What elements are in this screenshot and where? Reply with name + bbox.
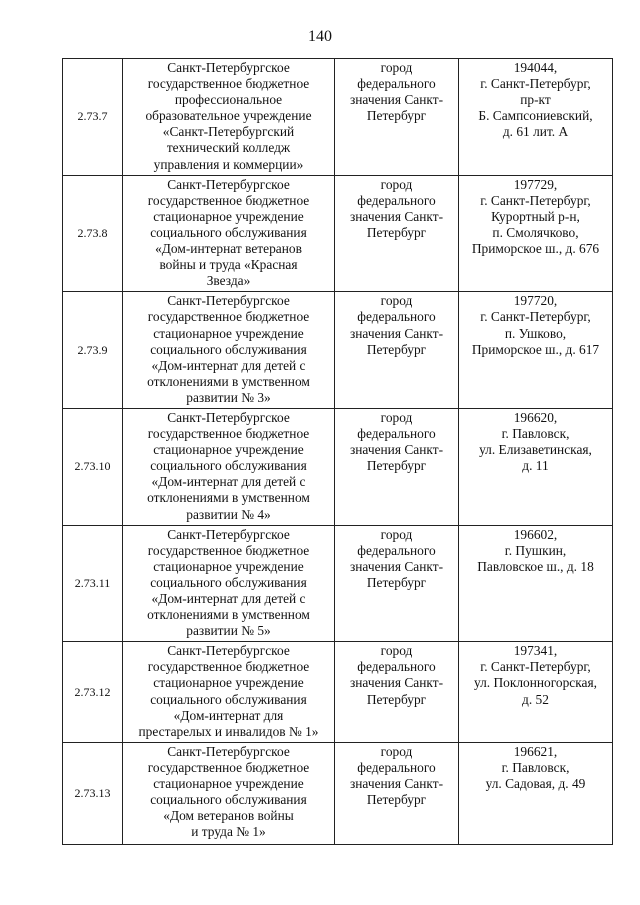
- institution-name: Санкт-Петербургское государственное бюджетное стационарное учреждение социального обслуживания «Дом-интернат для детей с отклонениями в умственном развитии № 3»: [147, 293, 310, 405]
- municipality: город федерального значения Санкт- Петербург: [349, 526, 444, 590]
- institution-name-cell: [123, 59, 335, 176]
- row-number: 2.73.12: [74, 684, 111, 699]
- institution-name-cell: [123, 642, 335, 743]
- row-number: 2.73.13: [74, 785, 111, 800]
- row-number: 2.73.10: [74, 459, 111, 474]
- page-number: 140: [308, 28, 332, 45]
- row-number: 2.73.8: [77, 225, 108, 240]
- table-row: [63, 742, 613, 844]
- institution-name: Санкт-Петербургское государственное бюджетное стационарное учреждение социального обслуживания «Дом-интернат для престарелых и инвалидов № 1»: [138, 643, 319, 739]
- address-cell: [459, 525, 613, 642]
- address: 194044, г. Санкт-Петербург, пр-кт Б. Сампсониевский, д. 61 лит. А: [478, 60, 593, 140]
- municipality-cell: [335, 408, 459, 525]
- municipality-cell: [335, 292, 459, 409]
- institution-name: Санкт-Петербургское государственное бюджетное стационарное учреждение социального обслуживания «Дом-интернат ветеранов войны и труда «Красная Звезда»: [147, 176, 310, 289]
- table-row: [63, 525, 613, 642]
- institution-name: Санкт-Петербургское государственное бюджетное стационарное учреждение социального обслуживания «Дом-интернат для детей с отклонениями в умственном развитии № 4»: [147, 409, 310, 522]
- address: 196602, г. Пушкин, Павловское ш., д. 18: [477, 526, 594, 574]
- address: 196621, г. Павловск, ул. Садовая, д. 49: [485, 743, 586, 792]
- municipality: город федерального значения Санкт- Петербург: [349, 743, 444, 808]
- municipality: город федерального значения Санкт- Петербург: [349, 409, 444, 474]
- municipality: город федерального значения Санкт- Петербург: [349, 293, 444, 357]
- municipality-cell: [335, 59, 459, 176]
- address-cell: [459, 742, 613, 844]
- institution-name: Санкт-Петербургское государственное бюджетное стационарное учреждение социального обслуживания «Дом-интернат для детей с отклонениями в умственном развитии № 5»: [147, 526, 310, 639]
- institution-name-cell: [123, 292, 335, 409]
- institutions-table: [62, 58, 613, 845]
- address: 197720, г. Санкт-Петербург, п. Ушково, Приморское ш., д. 617: [471, 293, 600, 357]
- institution-name-cell: [123, 742, 335, 844]
- address-cell: [459, 408, 613, 525]
- row-number: 2.73.11: [74, 575, 111, 590]
- table-row: [63, 292, 613, 409]
- municipality: город федерального значения Санкт- Петербург: [349, 60, 444, 124]
- row-number-cell: [63, 742, 123, 844]
- institution-name-cell: [123, 525, 335, 642]
- table-row: [63, 175, 613, 292]
- row-number-cell: [63, 642, 123, 743]
- municipality-cell: [335, 175, 459, 292]
- address-cell: [459, 175, 613, 292]
- row-number-cell: [63, 292, 123, 409]
- row-number-cell: [63, 408, 123, 525]
- institution-name: Санкт-Петербургское государственное бюджетное профессиональное образовательное учреждение «Санкт-Петербургский технический колледж управления и коммерции»: [145, 60, 312, 172]
- institution-name-cell: [123, 408, 335, 525]
- municipality-cell: [335, 525, 459, 642]
- municipality: город федерального значения Санкт- Петербург: [349, 176, 444, 240]
- row-number-cell: [63, 59, 123, 176]
- institution-name-cell: [123, 175, 335, 292]
- municipality-cell: [335, 642, 459, 743]
- municipality: город федерального значения Санкт- Петербург: [349, 643, 444, 707]
- table-row: [63, 59, 613, 176]
- table-row: [63, 642, 613, 743]
- row-number: 2.73.9: [77, 342, 108, 357]
- table-row: [63, 408, 613, 525]
- address-cell: [459, 292, 613, 409]
- address: 196620, г. Павловск, ул. Елизаветинская, д. 11: [479, 409, 592, 474]
- row-number: 2.73.7: [77, 109, 108, 124]
- row-number-cell: [63, 175, 123, 292]
- institution-name: Санкт-Петербургское государственное бюджетное стационарное учреждение социального обслуживания «Дом ветеранов войны и труда № 1»: [147, 743, 310, 840]
- municipality-cell: [335, 742, 459, 844]
- address-cell: [459, 59, 613, 176]
- address: 197341, г. Санкт-Петербург, ул. Поклонногорская, д. 52: [473, 643, 597, 707]
- row-number-cell: [63, 525, 123, 642]
- address: 197729, г. Санкт-Петербург, Курортный р-н, п. Смолячково, Приморское ш., д. 676: [471, 176, 600, 257]
- address-cell: [459, 642, 613, 743]
